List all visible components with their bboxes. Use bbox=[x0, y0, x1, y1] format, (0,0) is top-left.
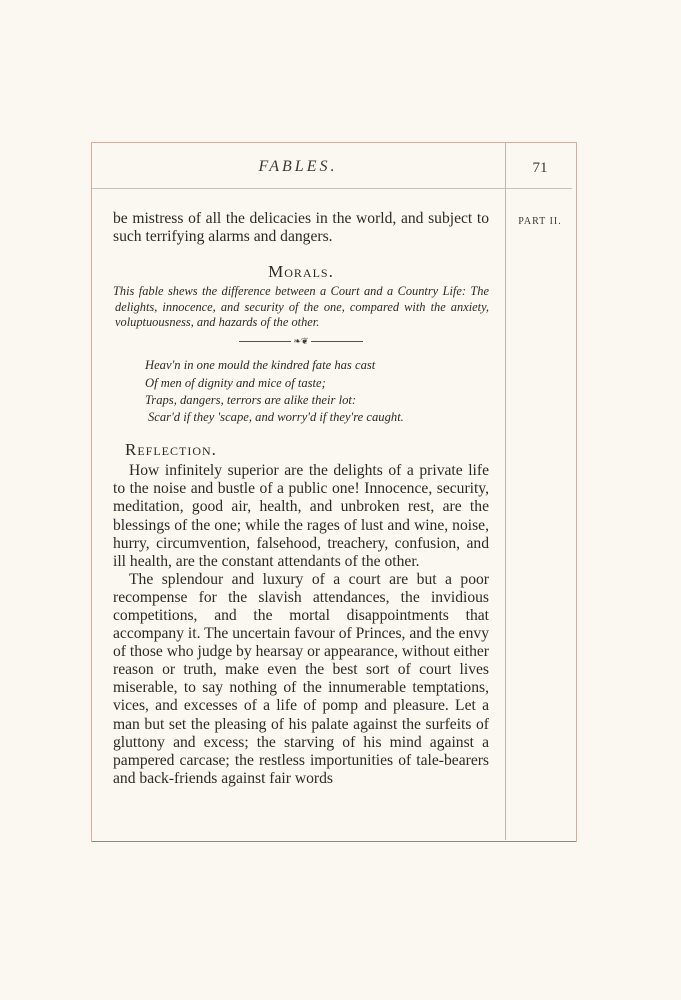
verse-line: Heav'n in one mould the kindred fate has cast bbox=[145, 358, 376, 373]
reflection-heading: Reflection. bbox=[125, 440, 217, 460]
header-rule bbox=[92, 188, 572, 189]
verse-line: Traps, dangers, terrors are alike their lot: bbox=[145, 392, 357, 407]
verse-block bbox=[145, 357, 489, 426]
morals-heading: Morals. bbox=[268, 262, 334, 282]
reflection-paragraph-1: How infinitely superior are the delights of a private life to the noise and bustle of a public one! Innocence, security, meditation, good air, health, and unbroken rest, are the blessings of the one; while the rages of lust and wine, noise, hurry, circumvention, falsehood, treachery, confusion, and ill health, are the constant attendants of the other. bbox=[113, 462, 489, 570]
verse-line: Of men of dignity and mice of taste; bbox=[145, 375, 326, 390]
main-text-column bbox=[113, 210, 489, 788]
moral-text: This fable shews the difference between a Court and a Country Life: The delights, innocence, and security of the one, compared with the anxiety, voluptuousness, and hazards of the other. bbox=[113, 284, 489, 329]
reflection-paragraph-2: The splendour and luxury of a court are but a poor recompense for the slavish attendances, the invidious competitions, and the mortal disappointments that accompany it. The uncertain favour of Princes, and the envy of those who judge by hearsay or appearance, without either reason or truth, make even the best sort of court lives miserable, to say nothing of the innumerable temptations, vices, and excesses of a life of pomp and pleasure. Let a man but set the pleasing of his palate against the surfeits of gluttony and excess; the starving of his mind against a pampered carcase; the restless importunities of tale-bearers and back-friends against fair words bbox=[113, 570, 489, 787]
opening-paragraph: be mistress of all the delicacies in the world, and subject to such terrifying alarms and dangers. bbox=[113, 210, 489, 246]
running-head: FABLES. bbox=[258, 158, 338, 175]
margin-column-divider bbox=[505, 142, 506, 840]
verse-line: Scar'd if they 'scape, and worry'd if they're caught. bbox=[148, 410, 404, 425]
page-number: 71 bbox=[532, 160, 548, 176]
rule-bar-right bbox=[311, 341, 363, 342]
ornament-glyph: ❧❦ bbox=[293, 336, 309, 347]
ornamental-rule bbox=[113, 336, 489, 347]
margin-note-part: PART II. bbox=[518, 216, 562, 227]
rule-bar-left bbox=[239, 341, 291, 342]
bottom-rule bbox=[92, 841, 576, 842]
